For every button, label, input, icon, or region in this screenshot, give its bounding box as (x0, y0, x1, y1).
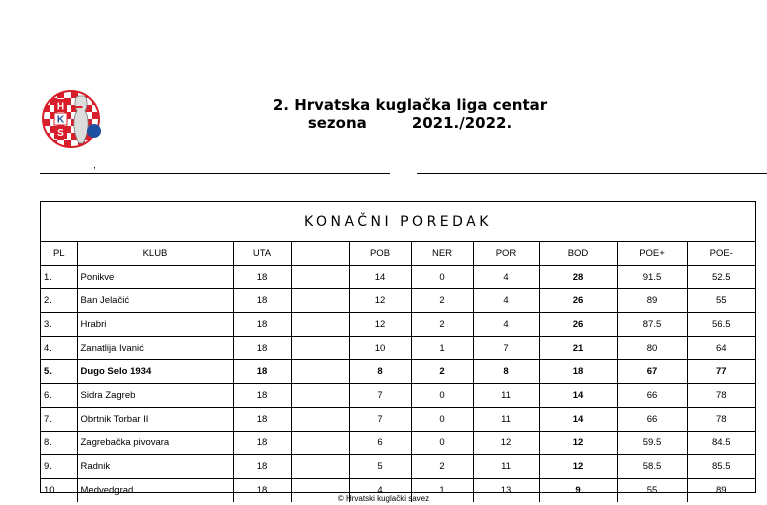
table-row (41, 265, 755, 289)
cell-poe-plus: 66 (617, 407, 687, 431)
cell-pob: 5 (349, 455, 411, 479)
cell-klub: Sidra Zagreb (77, 384, 233, 408)
table-row (41, 336, 755, 360)
cell-uta: 18 (233, 384, 291, 408)
column-header-bod: BOD (539, 242, 617, 265)
cell-pl: 10. (41, 478, 77, 501)
table-heading: KONAČNI POREDAK (41, 202, 755, 242)
cell-uta: 18 (233, 455, 291, 479)
cell-klub: Ponikve (77, 265, 233, 289)
cell-bod: 26 (539, 313, 617, 337)
cell-ner: 0 (411, 431, 473, 455)
cell-klub: Obrtnik Torbar II (77, 407, 233, 431)
cell-poe-minus: 64 (687, 336, 755, 360)
cell-uta: 18 (233, 360, 291, 384)
logo-letter-s: S (57, 128, 64, 139)
column-header-klub: KLUB (77, 242, 233, 265)
league-title: 2. Hrvatska kuglačka liga centar (272, 96, 548, 114)
cell-uta: 18 (233, 407, 291, 431)
cell-uta: 18 (233, 289, 291, 313)
cell-poe-plus: 66 (617, 384, 687, 408)
cell-pob: 10 (349, 336, 411, 360)
cell-ner: 2 (411, 289, 473, 313)
cell-pl: 5. (41, 360, 77, 384)
cell-pob: 4 (349, 478, 411, 501)
cell-bod: 14 (539, 407, 617, 431)
column-header-blank (291, 242, 349, 265)
cell-por: 11 (473, 455, 539, 479)
cell-poe-minus: 89 (715, 484, 727, 496)
cell-ner: 2 (411, 313, 473, 337)
cell-bod: 12 (539, 455, 617, 479)
cell-klub: Dugo Selo 1934 (77, 360, 233, 384)
cell-por: 12 (473, 431, 539, 455)
header-row (41, 242, 755, 265)
cell-pl: 1. (41, 265, 77, 289)
cell-klub: Hrabri (77, 313, 233, 337)
cell-blank (291, 336, 349, 360)
cell-por: 11 (473, 384, 539, 408)
cell-uta: 18 (233, 336, 291, 360)
cell-por: 7 (473, 336, 539, 360)
season-row (250, 114, 570, 132)
cell-ner: 2 (411, 455, 473, 479)
cell-poe-plus: 91.5 (617, 265, 687, 289)
season-value: 2021./2022. (411, 114, 513, 132)
logo-letter-k: K (56, 114, 65, 126)
cell-poe-plus: 55 (617, 478, 687, 501)
cell-poe-plus: 59.5 (617, 431, 687, 455)
cell-poe-minus: 56.5 (687, 313, 755, 337)
cell-poe-minus: 77 (687, 360, 755, 384)
column-header-uta: UTA (233, 242, 291, 265)
cell-bod: 14 (539, 384, 617, 408)
cell-pl: 7. (41, 407, 77, 431)
cell-poe-minus: 55 (687, 289, 755, 313)
cell-uta: 18 (233, 313, 291, 337)
column-header-ner: NER (411, 242, 473, 265)
cell-ner: 0 (411, 407, 473, 431)
cell-blank (291, 289, 349, 313)
cell-poe-minus: 78 (687, 384, 755, 408)
cell-poe-plus: 87.5 (617, 313, 687, 337)
cell-ner: 0 (411, 384, 473, 408)
cell-poe-plus: 80 (617, 336, 687, 360)
cell-klub: Medvedgrad (77, 478, 233, 501)
cell-bod: 12 (539, 431, 617, 455)
standings-table (40, 201, 756, 496)
cell-por: 4 (473, 265, 539, 289)
cell-ner: 2 (411, 360, 473, 384)
cell-klub: Ban Jelačić (77, 289, 233, 313)
cell-bod: 28 (539, 265, 617, 289)
cell-por: 4 (473, 289, 539, 313)
cell-ner: 0 (411, 265, 473, 289)
cell-klub: Zanatlija Ivanić (77, 336, 233, 360)
table-row (41, 407, 755, 431)
column-header-pl: PL (41, 242, 77, 265)
cell-pl: 6. (41, 384, 77, 408)
table-row (41, 360, 755, 384)
left-rule (40, 173, 390, 174)
column-header-pob: POB (349, 242, 411, 265)
cell-por: 8 (473, 360, 539, 384)
table-row (41, 431, 755, 455)
cell-blank (291, 360, 349, 384)
cell-pob: 7 (349, 384, 411, 408)
cell-pob: 14 (349, 265, 411, 289)
season-label: sezona (307, 114, 367, 132)
cell-pl: 3. (41, 313, 77, 337)
table-row (41, 289, 755, 313)
cell-poe-minus: 85.5 (687, 455, 755, 479)
cell-ner: 1 (411, 478, 473, 501)
cell-por: 4 (473, 313, 539, 337)
cell-blank (291, 431, 349, 455)
separator-mark: , (93, 160, 96, 171)
cell-poe-minus: 78 (687, 407, 755, 431)
cell-poe-plus: 89 (617, 289, 687, 313)
cell-klub: Radnik (77, 455, 233, 479)
table-row (41, 455, 755, 479)
copyright-footer: © Hrvatski kuglački savez (337, 494, 430, 503)
cell-bod: 18 (539, 360, 617, 384)
cell-pob: 7 (349, 407, 411, 431)
cell-blank (291, 384, 349, 408)
logo-letter-h: H (56, 101, 65, 113)
cell-pob: 8 (349, 360, 411, 384)
cell-bod: 9 (539, 478, 617, 501)
hks-logo (41, 86, 105, 150)
page-title (250, 96, 570, 132)
column-header-poe-minus: POE- (687, 242, 755, 265)
cell-pl: 9. (41, 455, 77, 479)
cell-bod: 21 (539, 336, 617, 360)
cell-poe-plus: 58.5 (617, 455, 687, 479)
cell-blank (291, 455, 349, 479)
cell-poe-minus: 84.5 (687, 431, 755, 455)
cell-por: 11 (473, 407, 539, 431)
cell-bod: 26 (539, 289, 617, 313)
cell-poe-plus: 67 (617, 360, 687, 384)
cell-pob: 6 (349, 431, 411, 455)
cell-pob: 12 (349, 289, 411, 313)
column-header-poe-plus: POE+ (617, 242, 687, 265)
cell-klub: Zagrebačka pivovara (77, 431, 233, 455)
table-row (41, 384, 755, 408)
cell-blank (291, 313, 349, 337)
cell-uta: 18 (233, 478, 291, 501)
right-rule (417, 173, 767, 174)
column-header-por: POR (473, 242, 539, 265)
cell-pl: 8. (41, 431, 77, 455)
cell-ner: 1 (411, 336, 473, 360)
cell-blank (291, 265, 349, 289)
cell-poe-minus: 52.5 (687, 265, 755, 289)
standings-grid (41, 242, 755, 502)
cell-pl: 4. (41, 336, 77, 360)
cell-uta: 18 (233, 431, 291, 455)
cell-blank (291, 407, 349, 431)
table-row (41, 313, 755, 337)
cell-pl: 2. (41, 289, 77, 313)
cell-pob: 12 (349, 313, 411, 337)
cell-uta: 18 (233, 265, 291, 289)
cell-por: 13 (473, 478, 539, 501)
